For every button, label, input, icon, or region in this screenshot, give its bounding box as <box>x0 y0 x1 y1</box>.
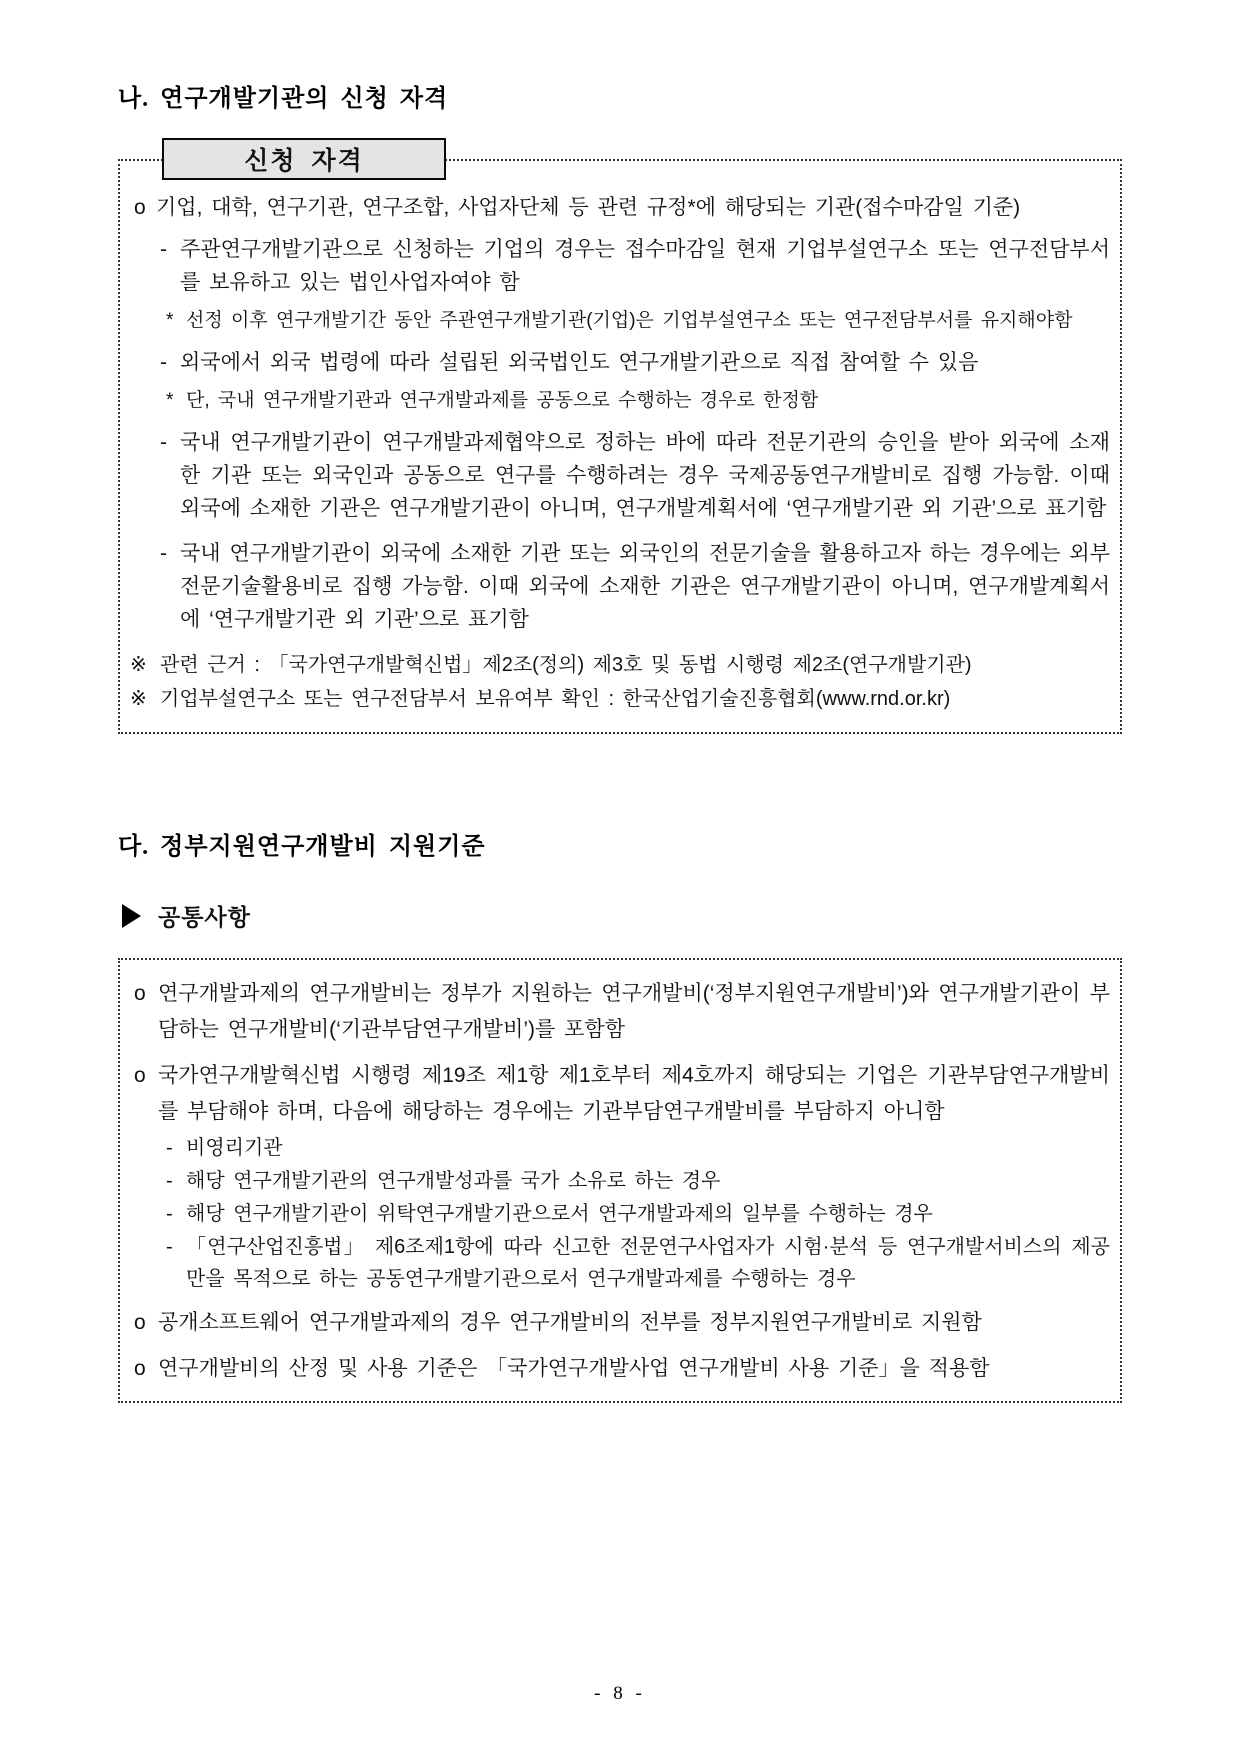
subheading-label: 공통사항 <box>158 905 251 930</box>
list-marker: * <box>166 310 174 331</box>
list-marker: o <box>134 196 146 219</box>
list-item-text: 연구개발과제의 연구개발비는 정부가 지원하는 연구개발비(‘정부지원연구개발비’)와 연구개발기관이 부담하는 연구개발비(‘기관부담연구개발비’)를 포함함 <box>158 982 1110 1041</box>
list-marker: o <box>134 1064 146 1087</box>
list-marker: - <box>166 1137 173 1159</box>
list-marker: - <box>166 1170 173 1192</box>
list-item <box>130 1231 1110 1295</box>
list-item-text: 외국에서 외국 법령에 따라 설립된 외국법인도 연구개발기관으로 직접 참여할 수 있음 <box>180 351 979 374</box>
list-item-text: 비영리기관 <box>186 1137 283 1159</box>
section-heading-na: 나. 연구개발기관의 신청 자격 <box>118 86 449 112</box>
list-marker: - <box>166 1236 173 1258</box>
list-marker: - <box>160 351 167 374</box>
list-item <box>130 233 1110 299</box>
list-item <box>130 537 1110 636</box>
list-marker: o <box>134 1311 146 1334</box>
list-item-text: 해당 연구개발기관의 연구개발성과를 국가 소유로 하는 경우 <box>186 1170 721 1192</box>
list-item <box>130 650 1110 681</box>
list-item-text: 선정 이후 연구개발기간 동안 주관연구개발기관(기업)은 기업부설연구소 또는 연구전담부서를 유지해야함 <box>186 310 1073 331</box>
list-item-text: 국내 연구개발기관이 외국에 소재한 기관 또는 외국인의 전문기술을 활용하고자 하는 경우에는 외부전문기술활용비로 집행 가능함. 이때 외국에 소재한 기관은 연구개발기관이 아니며, 연구개발계획서에 ‘연구개발기관 외 기관’으로 표기함 <box>180 542 1110 631</box>
list-item <box>130 1132 1110 1164</box>
list-item-text: 주관연구개발기관으로 신청하는 기업의 경우는 접수마감일 현재 기업부설연구소 또는 연구전담부서를 보유하고 있는 법인사업자여야 함 <box>180 238 1110 294</box>
list-item <box>130 1058 1110 1130</box>
list-item <box>130 426 1110 525</box>
common-items-subheading <box>122 899 1122 932</box>
list-item <box>130 976 1110 1048</box>
list-item-text: 해당 연구개발기관이 위탁연구개발기관으로서 연구개발과제의 일부를 수행하는 경우 <box>186 1203 933 1225</box>
common-items-box <box>118 958 1122 1403</box>
list-item-text: 단, 국내 연구개발기관과 연구개발과제를 공동으로 수행하는 경우로 한정함 <box>186 390 819 411</box>
list-item-text: 관련 근거 : 「국가연구개발혁신법」제2조(정의) 제3호 및 동법 시행령 제2조(연구개발기관) <box>160 654 972 676</box>
list-item <box>130 305 1110 336</box>
page-number: - 8 - <box>594 1683 646 1704</box>
list-item <box>130 346 1110 379</box>
common-items-section <box>118 958 1122 1403</box>
list-marker: o <box>134 1357 146 1380</box>
list-item <box>130 191 1110 224</box>
list-marker: - <box>160 431 167 454</box>
list-item-text: 공개소프트웨어 연구개발과제의 경우 연구개발비의 전부를 정부지원연구개발비로 지원함 <box>158 1311 982 1334</box>
list-item-text: 기업부설연구소 또는 연구전담부서 보유여부 확인 : 한국산업기술진흥협회(www.rnd.or.kr) <box>160 688 951 710</box>
list-marker: * <box>166 390 174 411</box>
list-item-text: 「연구산업진흥법」 제6조제1항에 따라 신고한 전문연구사업자가 시험·분석 등 연구개발서비스의 제공만을 목적으로 하는 공동연구개발기관으로서 연구개발과제를 수행하는 경우 <box>186 1236 1110 1290</box>
application-eligibility-section <box>118 147 1122 734</box>
list-item-text: 기업, 대학, 연구기관, 연구조합, 사업자단체 등 관련 규정*에 해당되는 기관(접수마감일 기준) <box>156 196 1021 219</box>
list-item <box>130 684 1110 715</box>
list-marker: ※ <box>130 654 147 676</box>
list-marker: ※ <box>130 688 147 710</box>
section-heading-da: 다. 정부지원연구개발비 지원기준 <box>118 834 486 860</box>
box-title-label: 신청 자격 <box>162 138 446 180</box>
list-marker: - <box>166 1203 173 1225</box>
list-item-text: 연구개발비의 산정 및 사용 기준은 「국가연구개발사업 연구개발비 사용 기준」을 적용함 <box>158 1357 990 1380</box>
list-item <box>130 1305 1110 1341</box>
list-item-text: 국내 연구개발기관이 연구개발과제협약으로 정하는 바에 따라 전문기관의 승인을 받아 외국에 소재한 기관 또는 외국인과 공동으로 연구를 수행하려는 경우 국제공동연구개발비로 집행 가능함. 이때 외국에 소재한 기관은 연구개발기관이 아니며, 연구개발계획서에 ‘연구개발기관 외 기관’으로 표기함 <box>180 431 1110 520</box>
application-eligibility-box <box>118 159 1122 734</box>
list-item <box>130 1198 1110 1230</box>
list-marker: - <box>160 238 167 261</box>
right-triangle-icon <box>122 904 141 928</box>
list-item-text: 국가연구개발혁신법 시행령 제19조 제1항 제1호부터 제4호까지 해당되는 기업은 기관부담연구개발비를 부담해야 하며, 다음에 해당하는 경우에는 기관부담연구개발비를 부담하지 아니함 <box>158 1064 1110 1123</box>
list-item <box>130 1165 1110 1197</box>
list-marker: o <box>134 982 146 1005</box>
list-marker: - <box>160 542 167 565</box>
list-item <box>130 385 1110 416</box>
list-item <box>130 1351 1110 1387</box>
